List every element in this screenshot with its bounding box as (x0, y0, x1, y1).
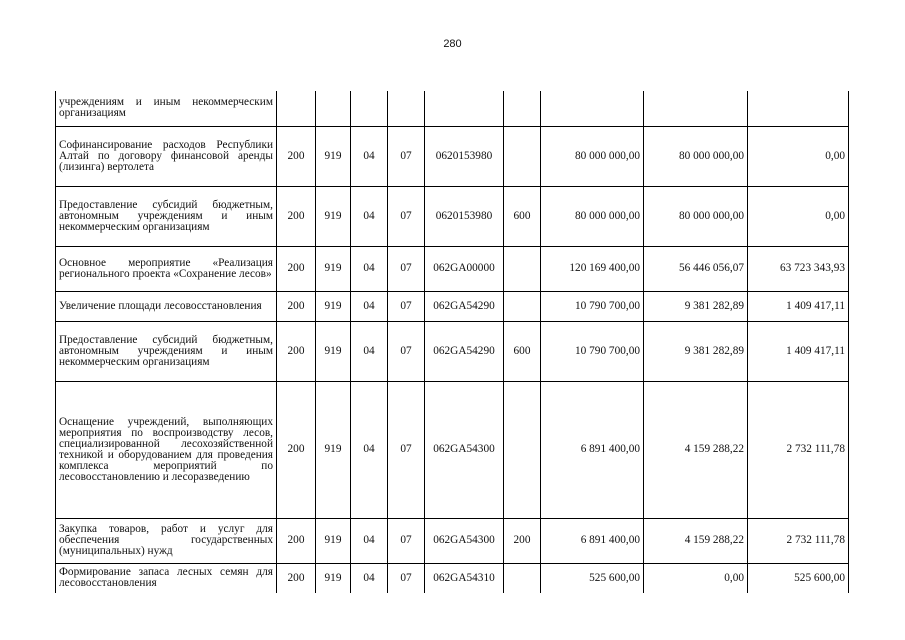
cell-csr (425, 91, 504, 126)
cell-exec (644, 91, 748, 126)
cell-plan: 80 000 000,00 (541, 126, 644, 186)
cell-gr: 200 (277, 563, 316, 593)
cell-ved: 919 (316, 381, 351, 518)
table-row (56, 126, 849, 186)
table-row (56, 321, 849, 381)
cell-exec: 56 446 056,07 (644, 246, 748, 291)
table-row (56, 91, 849, 126)
cell-plan: 10 790 700,00 (541, 321, 644, 381)
cell-rz: 04 (351, 518, 388, 563)
cell-pr: 07 (388, 381, 425, 518)
cell-exec: 4 159 288,22 (644, 518, 748, 563)
budget-table (55, 91, 849, 593)
cell-ved: 919 (316, 563, 351, 593)
cell-rz (351, 91, 388, 126)
cell-pr: 07 (388, 291, 425, 321)
cell-gr (277, 91, 316, 126)
cell-csr: 0620153980 (425, 126, 504, 186)
table-row (56, 246, 849, 291)
cell-pr: 07 (388, 126, 425, 186)
cell-plan: 525 600,00 (541, 563, 644, 593)
cell-rest: 525 600,00 (748, 563, 849, 593)
cell-csr: 062GA54300 (425, 518, 504, 563)
cell-exec: 9 381 282,89 (644, 291, 748, 321)
cell-csr: 062GA54300 (425, 381, 504, 518)
cell-ved: 919 (316, 186, 351, 246)
cell-vr: 600 (504, 186, 541, 246)
table-row (56, 291, 849, 321)
row-name: Предоставление субсидий бюджетным, автономным учреждениям и иным некоммерческим организациям (56, 186, 277, 246)
cell-ved: 919 (316, 291, 351, 321)
cell-pr: 07 (388, 518, 425, 563)
row-name: Формирование запаса лесных семян для лесовосстановления (56, 563, 277, 593)
cell-rz: 04 (351, 291, 388, 321)
cell-vr (504, 291, 541, 321)
cell-vr (504, 91, 541, 126)
cell-plan: 120 169 400,00 (541, 246, 644, 291)
row-name: Предоставление субсидий бюджетным, автономным учреждениям и иным некоммерческим организациям (56, 321, 277, 381)
page-number: 280 (443, 38, 462, 50)
cell-ved (316, 91, 351, 126)
cell-vr (504, 381, 541, 518)
cell-ved: 919 (316, 246, 351, 291)
cell-vr (504, 563, 541, 593)
cell-plan: 6 891 400,00 (541, 518, 644, 563)
cell-plan (541, 91, 644, 126)
cell-rest: 1 409 417,11 (748, 321, 849, 381)
cell-rest: 2 732 111,78 (748, 518, 849, 563)
cell-rest: 63 723 343,93 (748, 246, 849, 291)
cell-gr: 200 (277, 291, 316, 321)
cell-pr: 07 (388, 563, 425, 593)
cell-pr (388, 91, 425, 126)
cell-gr: 200 (277, 518, 316, 563)
cell-exec: 4 159 288,22 (644, 381, 748, 518)
cell-rest: 1 409 417,11 (748, 291, 849, 321)
cell-ved: 919 (316, 518, 351, 563)
row-name: Основное мероприятие «Реализация регионального проекта «Сохранение лесов» (56, 246, 277, 291)
cell-rz: 04 (351, 246, 388, 291)
cell-gr: 200 (277, 321, 316, 381)
cell-csr: 062GA54310 (425, 563, 504, 593)
row-name: учреждениям и иным некоммерческим организациям (56, 91, 277, 126)
table-row (56, 381, 849, 518)
row-name: Закупка товаров, работ и услуг для обеспечения государственных (муниципальных) нужд (56, 518, 277, 563)
cell-exec: 80 000 000,00 (644, 186, 748, 246)
row-name: Увеличение площади лесовосстановления (56, 291, 277, 321)
cell-pr: 07 (388, 321, 425, 381)
cell-plan: 6 891 400,00 (541, 381, 644, 518)
cell-csr: 062GA00000 (425, 246, 504, 291)
row-name: Софинансирование расходов Республики Алтай по договору финансовой аренды (лизинга) вертолета (56, 126, 277, 186)
cell-vr: 600 (504, 321, 541, 381)
cell-plan: 80 000 000,00 (541, 186, 644, 246)
cell-gr: 200 (277, 246, 316, 291)
cell-csr: 0620153980 (425, 186, 504, 246)
cell-vr (504, 126, 541, 186)
cell-pr: 07 (388, 246, 425, 291)
cell-csr: 062GA54290 (425, 291, 504, 321)
cell-rz: 04 (351, 126, 388, 186)
cell-rz: 04 (351, 186, 388, 246)
cell-plan: 10 790 700,00 (541, 291, 644, 321)
cell-rest (748, 91, 849, 126)
cell-pr: 07 (388, 186, 425, 246)
cell-exec: 0,00 (644, 563, 748, 593)
cell-rest: 0,00 (748, 126, 849, 186)
row-name: Оснащение учреждений, выполняющих мероприятия по воспроизводству лесов, специализированной лесохозяйственной техникой и оборудованием для проведения комплекса мероприятий по лесовосстановлению и лесоразведению (56, 381, 277, 518)
cell-gr: 200 (277, 186, 316, 246)
cell-gr: 200 (277, 381, 316, 518)
cell-exec: 9 381 282,89 (644, 321, 748, 381)
cell-gr: 200 (277, 126, 316, 186)
cell-rz: 04 (351, 381, 388, 518)
cell-exec: 80 000 000,00 (644, 126, 748, 186)
cell-rest: 2 732 111,78 (748, 381, 849, 518)
table-row (56, 518, 849, 563)
cell-ved: 919 (316, 321, 351, 381)
cell-rz: 04 (351, 321, 388, 381)
cell-csr: 062GA54290 (425, 321, 504, 381)
cell-vr (504, 246, 541, 291)
cell-vr: 200 (504, 518, 541, 563)
table-row (56, 563, 849, 593)
cell-rz: 04 (351, 563, 388, 593)
cell-rest: 0,00 (748, 186, 849, 246)
table-row (56, 186, 849, 246)
cell-ved: 919 (316, 126, 351, 186)
